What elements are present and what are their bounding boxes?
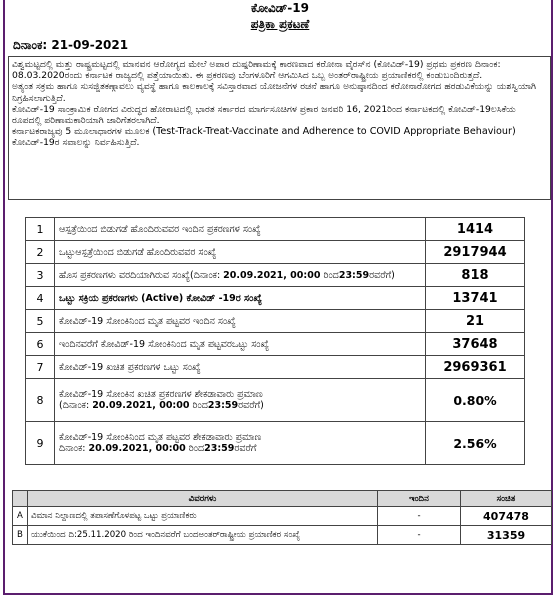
intro-paragraph-3: ಕೋವಿಡ್-19 ಸಾಂಕ್ರಾಮಿಕ ರೋಗದ ವಿರುದ್ಧದ ಹೋರಾಟದಲ್ಲಿ ಭಾರತ ಸರ್ಕಾರದ ಮಾರ್ಗಸೂಚಿಗಳ ಪ್ರಕಾರ ಜನವರಿ 16, 2021ರಿಂದ ಕರ್ನಾಟಕದಲ್ಲಿ ಕೋವಿಡ್-19ಲಸಿಕೆಯ ರೂಪದಲ್ಲಿ ಪರಿಣಾಮಕಾರಿಯಾಗಿ ಜಾರಿಗೆತರಲಾಗಿದೆ. — [12, 103, 516, 127]
intro-paragraph-4 — [12, 126, 547, 148]
row-label-time: 23:59 — [204, 443, 235, 454]
row-label — [55, 379, 426, 422]
intro-box — [8, 56, 551, 200]
row-number: 3 — [26, 264, 55, 287]
row-value: 1414 — [426, 218, 525, 241]
row-today: - — [378, 507, 461, 526]
row-label-date: 20.09.2021, 00:00 — [223, 269, 321, 281]
row-label-end: ರವರೆಗೆ — [234, 443, 257, 454]
header-total: ಸಂಚಿತ — [461, 491, 552, 507]
row-label-time: 23:59 — [338, 269, 370, 281]
table-row — [13, 526, 552, 545]
row-value: 0.80% — [426, 379, 525, 422]
header-blank — [13, 491, 28, 507]
table-header-row — [13, 491, 552, 507]
row-label: ಆಸ್ಪತ್ರೆಯಿಂದ ಬಿಡುಗಡೆ ಹೊಂದಿರುವವರ ಇಂದಿನ ಪ್ರಕರಣಗಳ ಸಂಖ್ಯೆ — [55, 218, 426, 241]
row-number: 6 — [26, 333, 55, 356]
row-value: 818 — [426, 264, 525, 287]
row-label-time: 23:59 — [207, 400, 239, 411]
row-label-date: 20.09.2021, 00:00 — [92, 400, 190, 411]
row-label — [55, 422, 426, 465]
row-label-end: ರವರೆಗೆ) — [369, 269, 395, 281]
row-value: 2917944 — [426, 241, 525, 264]
row-today: - — [378, 526, 461, 545]
row-number: 8 — [26, 379, 55, 422]
table-row — [26, 422, 525, 465]
intro-paragraph-1: ವಿಶ್ವಮಟ್ಟದಲ್ಲಿ ಮತ್ತು ರಾಷ್ಟ್ರಮಟ್ಟದಲ್ಲಿ ಮಾನವನ ಆರೋಗ್ಯದ ಮೇಲೆ ಅಪಾರ ದುಷ್ಪರಿಣಾಮಕ್ಕೆ ಕಾರಣವಾದ ಕರೋನಾ ವೈರಸ್‌ನ (ಕೋವಿಡ್-19) ಪ್ರಥಮ ಪ್ರಕರಣ ದಿನಾಂಕ: 08.03.2020ರಂದು ಕರ್ನಾಟಕ ರಾಜ್ಯದಲ್ಲಿ ಪತ್ತೆಯಾಯಿತು. ಈ ಪ್ರಕರಣವು ಬೆಂಗಳೂರಿಗೆ ಆಗಮಿಸಿದ ಒಬ್ಬ ಅಂತರ್‌ರಾಷ್ಟ್ರೀಯ ಪ್ರಯಾಣಿಕರಲ್ಲಿ ಕಂಡುಬಂದಿರುತ್ತದೆ. — [12, 59, 501, 82]
intro-p4-start: ಕರ್ನಾಟಕರಾಜ್ಯವು 5 ಮೂಲಾಧಾರಗಳ ಮೂಲಕ — [12, 126, 153, 138]
row-label-prefix: ದಿನಾಂಕ: — [59, 443, 89, 454]
row-id: A — [13, 507, 28, 526]
table-row — [26, 356, 525, 379]
row-label-mid: ರಿಂದ — [320, 269, 339, 281]
row-number: 2 — [26, 241, 55, 264]
row-value: 37648 — [426, 333, 525, 356]
table-row — [26, 241, 525, 264]
press-release-heading: ಪತ್ರಿಕಾ ಪ್ರಕಟಣೆ — [250, 17, 310, 31]
page-title: ಕೋವಿಡ್-19 — [251, 1, 309, 15]
row-label: ಇಂದಿನವರೆಗೆ ಕೋವಿಡ್-19 ಸೋಂಕಿನಿಂದ ಮೃತ ಪಟ್ಟವರಒಟ್ಟು ಸಂಖ್ಯೆ — [55, 333, 426, 356]
row-label-line2 — [59, 443, 421, 454]
row-label: ಒಟ್ಟು ಸಕ್ರಿಯ ಪ್ರಕರಣಗಳು (Active) ಕೋವಿಡ್ -19ರ ಸಂಖ್ಯೆ — [55, 287, 426, 310]
row-label: ಕೋವಿಡ್-19 ಸೋಂಕಿನಿಂದ ಮೃತ ಪಟ್ಟವರ ಇಂದಿನ ಸಂಖ್ಯೆ — [55, 310, 426, 333]
table-row — [26, 287, 525, 310]
row-id: B — [13, 526, 28, 545]
row-number: 7 — [26, 356, 55, 379]
row-value: 13741 — [426, 287, 525, 310]
row-label — [55, 264, 426, 287]
release-date: ದಿನಾಂಕ: 21-09-2021 — [13, 38, 129, 52]
row-label-mid: ರಿಂದ — [189, 400, 208, 411]
header-details: ವಿವರಗಳು — [28, 491, 378, 507]
row-label-line1: ಕೋವಿಡ್-19 ಸೋಂಕಿನಿಂದ ಮೃತ ಪಟ್ಟವರ ಶೇಕಡಾವಾರು ಪ್ರಮಾಣ — [59, 432, 262, 443]
intro-paragraph-2: ಅತ್ಯಂತ ಸಕ್ರಮ ಹಾಗೂ ಸುಸಜ್ಜಿತಕಣ್ಗಾವಲು ವ್ಯವಸ್ಥೆ ಹಾಗೂ ಕಾಲಕಾಲಕ್ಕೆ ಸವಿಸ್ತಾರವಾದ ಯೋಜನೆಗಳ ರಚನೆ ಹಾಗೂ ಅನುಷ್ಠಾನದಿಂದ ಕರೋನಾರೋಗದ ಹರಡುವಿಕೆಯನ್ನು ಯಶಸ್ವಿಯಾಗಿ ನಿಗ್ರಹಿಸಲಾಗುತ್ತಿದೆ. — [12, 81, 537, 104]
row-label-end: ರವರೆಗೆ) — [238, 400, 264, 411]
table-row — [26, 333, 525, 356]
table-row — [26, 218, 525, 241]
table-row — [26, 310, 525, 333]
row-label-prefix: (ದಿನಾಂಕ: — [59, 400, 93, 411]
row-label-text: ಹೊಸ ಪ್ರಕರಣಗಳು ವರದಿಯಾಗಿರುವ ಸಂಖ್ಯೆ(ದಿನಾಂಕ: — [59, 269, 224, 281]
row-value: 21 — [426, 310, 525, 333]
row-label-date: 20.09.2021, 00:00 — [88, 443, 186, 454]
row-label-line1: ಕೋವಿಡ್-19 ಸೋಂಕಿನ ಖಚಿತ ಪ್ರಕರಣಗಳ ಶೇಕಡಾವಾರು ಪ್ರಮಾಣ — [59, 389, 263, 400]
table-row — [26, 264, 525, 287]
row-label: ಕೋವಿಡ್-19 ಖಚಿತ ಪ್ರಕರಣಗಳ ಒಟ್ಟು ಸಂಖ್ಯೆ — [55, 356, 426, 379]
row-number: 5 — [26, 310, 55, 333]
row-label-mid: ರಿಂದ — [185, 443, 205, 454]
row-label: ವಿಮಾನ ನಿಲ್ದಾಣದಲ್ಲಿ ತಪಾಸಣೆಗೊಳಪಟ್ಟ ಒಟ್ಟು ಪ್ರಯಾಣಿಕರು — [28, 507, 378, 526]
row-total: 31359 — [461, 526, 552, 545]
row-value: 2969361 — [426, 356, 525, 379]
row-number: 9 — [26, 422, 55, 465]
intro-p4-end: ಕೋವಿಡ್-19ರ ಸವಾಲನ್ನು ನಿರ್ವಹಿಸುತ್ತಿದೆ. — [12, 137, 140, 149]
row-number: 4 — [26, 287, 55, 310]
row-number: 1 — [26, 218, 55, 241]
intro-p4-english: (Test-Track-Treat-Vaccinate and Adherence to COVID Appropriate Behaviour) — [152, 126, 516, 138]
traveller-table — [12, 490, 552, 545]
covid-stats-table — [25, 217, 525, 465]
row-label: ಯುಕೆಯಿಂದ ದಿ:25.11.2020 ರಿಂದ ಇಂದಿನವರೆಗೆ ಬಂದಅಂತರ್‌ರಾಷ್ಟ್ರೀಯ ಪ್ರಯಾಣಿಕರ ಸಂಖ್ಯೆ — [28, 526, 378, 545]
table-row — [26, 379, 525, 422]
row-label: ಒಟ್ಟುಆಸ್ಪತ್ರೆಯಿಂದ ಬಿಡುಗಡೆ ಹೊಂದಿರುವವರ ಸಂಖ್ಯೆ — [55, 241, 426, 264]
header-today: ಇಂದಿನ — [378, 491, 461, 507]
table-row — [13, 507, 552, 526]
row-value: 2.56% — [426, 422, 525, 465]
row-total: 407478 — [461, 507, 552, 526]
row-label-line2 — [59, 400, 421, 411]
